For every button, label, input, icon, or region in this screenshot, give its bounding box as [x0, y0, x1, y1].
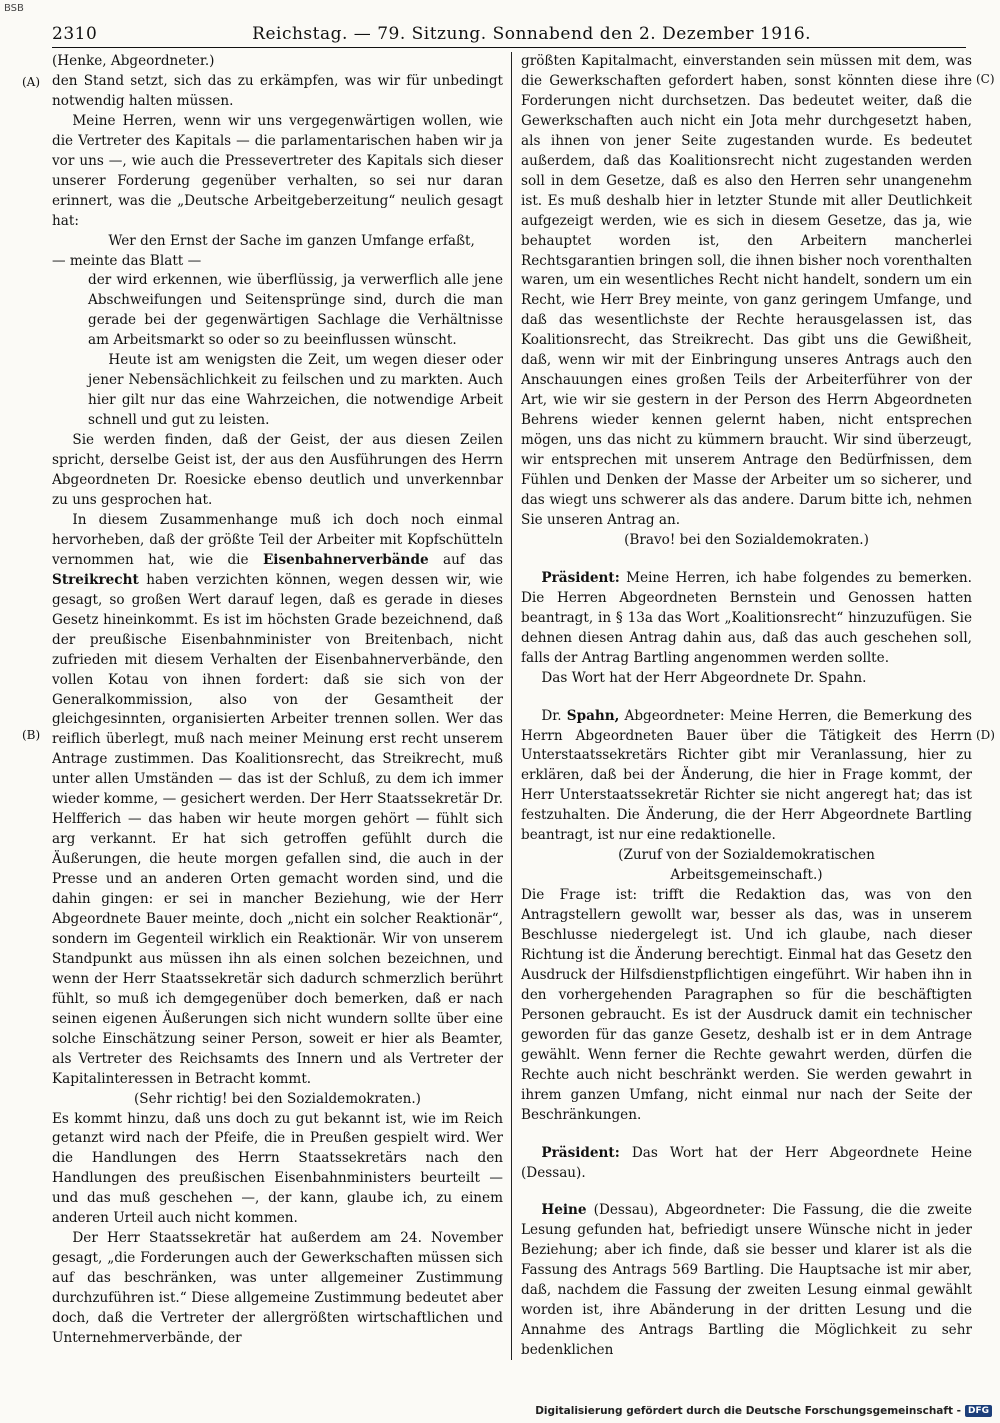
quote-line: der wird erkennen, wie überflüssig, ja verwerflich alle jene Abschweifungen und Seitensprünge sind, durch die man gerade bei der gegenwärtigen Sachlage die Verhältnisse am Arbeitsmarkt so oder so zu beeinflussen wünscht.	[88, 272, 503, 349]
library-stamp: BSB	[4, 3, 24, 14]
text-run: (Dessau), Abgeordneter: Die Fassung, die die zweite Lesung gefunden hat, befriedigt unsere Wünsche nicht in jeder Beziehung; aber ich finde, daß sie besser und klarer ist als die Fassung des Antrags 569 Bartling. Die Hauptsache ist mir aber, daß, nachdem die Fassung der zweiten Lesung einmal gewählt worden ist, ihre Abänderung in der dritten Lesung und die Annahme des Antrags Bartling die Möglichkeit zu sehr bedenklichen	[521, 1202, 972, 1359]
speaker-name: Präsident:	[541, 569, 620, 586]
dfg-logo: DFG	[965, 1405, 992, 1417]
paragraph: Das Wort hat der Herr Abgeordnete Dr. Spahn.	[541, 669, 867, 686]
speaker-name: Präsident:	[541, 1144, 620, 1161]
column-divider	[511, 52, 512, 1360]
speaker-name: Spahn,	[566, 707, 620, 724]
speaker-name: Heine	[541, 1202, 587, 1219]
paragraph: Meine Herren, wenn wir uns vergegenwärtigen wollen, wie die Vertreter des Kapitals — die parlamentarischen haben wir ja vor uns —, wie auch die Pressevertreter des Kapitals sich dieser unserer Forderung gegenüber verhalten, so sei nur daran erinnert, was die „Deutsche Arbeitgeberzeitung“ neulich gesagt hat:	[52, 112, 503, 229]
speech-paragraph	[521, 1144, 972, 1184]
paragraph: Der Herr Staatssekretär hat außerdem am 24. November gesagt, „die Forderungen auch der Gewerkschaften müssen sich auf das beschränken, was unter allgemeiner Zustimmung durchzuführen ist.“ Diese allgemeine Zustimmung bedeutet aber doch, daß die Vertreter der allergrößten wirtschaftlichen und Unternehmerverbände, der	[52, 1230, 503, 1346]
interjection: (Zuruf von der Sozialdemokratischen Arbeitsgemeinschaft.)	[618, 847, 875, 884]
text-run: Dr.	[541, 707, 567, 724]
margin-marker-d: (D)	[976, 728, 995, 742]
text-run: Das Wort hat der Herr Abgeordnete Heine (Dessau).	[521, 1144, 972, 1181]
paragraph: Sie werden finden, daß der Geist, der aus diesen Zeilen spricht, derselbe Geist ist, der aus den Ausführungen des Herrn Abgeordneten Dr. Roesicke ebenso deutlich und unverkennbar zu uns gesprochen hat.	[52, 432, 503, 508]
paragraph	[52, 511, 503, 1090]
text-run: In diesem Zusammenhange muß ich doch noch einmal hervorheben, daß der größte Teil der Arbeiter mit Kopfschütteln vernommen hat, wie die	[52, 511, 503, 568]
footer-text: Digitalisierung gefördert durch die Deutsche Forschungsgemeinschaft -	[535, 1405, 961, 1417]
speech-paragraph	[521, 707, 972, 847]
text-run: Abgeordneter: Meine Herren, die Bemerkung des Herrn Abgeordneten Bauer über die Tätigkeit des Herrn Unterstaatssekretärs Richter gibt mir Veranlassung, hier zu erklären, daß bei der Änderung, die hier in Frage kommt, der Herr Unterstaatssekretär Richter sie nicht angeregt hat; das ist festzuhalten. Die Änderung, die der Herr Abgeordnete Bartling beantragt, ist nur eine redaktionelle.	[521, 707, 972, 844]
paragraph: den Stand setzt, sich das zu erkämpfen, was wir für unbedingt notwendig halten müssen.	[52, 72, 503, 109]
header-title: Reichstag. — 79. Sitzung. Sonnabend den 2. Dezember 1916.	[252, 24, 812, 44]
speech-paragraph	[521, 1201, 972, 1361]
right-column	[521, 52, 972, 1392]
page-header	[52, 14, 966, 48]
emphasis-term: Streikrecht	[52, 571, 139, 588]
paragraph: Die Frage ist: trifft die Redaktion das, was von den Antragstellern gewollt war, besser als das, was in unserem Beschlusse niedergelegt ist. Und ich glaube, nach dieser Richtung ist die Änderung berechtigt. Einmal hat das Gesetz den Ausdruck der Hilfsdienstpflichtigen eingeführt. Wir haben ihn in den vorhergehenden Paragraphen so für die beschäftigten Personen gebraucht. Es ist der Ausdruck damit ein technischer geworden für das ganze Gesetz, deshalb ist er in dem Antrage gewählt. Wenn ferner die Rechte gewahrt werden, dürfen die Rechte auch nicht beschränkt werden. Sie werden gewahrt in ihrem ganzen Umfang, nicht einmal nur nach der Seite der Beschränkungen.	[521, 887, 972, 1123]
interjection: (Sehr richtig! bei den Sozialdemokraten.)	[134, 1090, 421, 1107]
quote-line: Wer den Ernst der Sache im ganzen Umfange erfaßt,	[108, 232, 475, 249]
speech-paragraph	[521, 569, 972, 669]
margin-marker-b: (B)	[22, 728, 41, 742]
emphasis-term: Eisenbahnerverbände	[262, 551, 429, 568]
margin-marker-c: (C)	[976, 72, 995, 86]
paragraph: Es kommt hinzu, daß uns doch zu gut bekannt ist, wie im Reich getanzt wird nach der Pfeife, die in Preußen gespielt wird. Wer die Handlungen des Herrn Staatssekretärs nach den Handlungen des preußischen Eisenbahnministers beurteilt — und das muß geschehen —, der kann, glaube ich, zu einem anderen Urteil auch nicht kommen.	[52, 1110, 503, 1227]
text-run: Meine Herren, ich habe folgendes zu bemerken. Die Herren Abgeordneten Bernstein und Genossen hatten beantragt, in § 13a das Wort „Koalitionsrecht“ hinzuzufügen. Sie dehnen diesen Antrag dahin aus, daß das auch geschehen soll, falls der Antrag Bartling angenommen werden sollte.	[521, 569, 972, 666]
left-column	[52, 52, 503, 1392]
paragraph: größten Kapitalmacht, einverstanden sein müssen mit dem, was die Gewerkschaften gefordert haben, sonst könnten diese ihre Forderungen nicht durchsetzen. Das bedeutet weiter, daß die Gewerkschaften auch nicht ein Jota mehr durchgesetzt haben, als ihnen von jener Seite zugestanden wurde. Es bedeutet außerdem, daß das Koalitionsrecht nicht zugestanden werden soll in dem Gesetze, daß es also den Herren sehr unangenehm ist. Es muß deshalb hier in letzter Stunde mit aller Deutlichkeit aufgezeigt werden, wie es sich in diesem Gesetze, das ja, wie behauptet worden ist, den Arbeitern mancherlei Rechtsgarantien bringen soll, die ihnen bisher noch vorenthalten waren, um ein wesentliches Recht nicht handelt, sondern um ein Recht, wie Herr Brey meinte, von ganz geringem Umfange, und daß das wesentlichste der Rechte herausgelassen ist, das Koalitionsrecht, das Streikrecht. Das gibt uns die Gewißheit, daß, wenn wir mit der Einbringung unseres Antrags auch den Anschauungen eines großen Teils der Arbeiterführer von der Art, wie wir sie gestern in der Person des Herrn Abgeordneten Behrens wieder kennen gelernt haben, nicht entsprechen mögen, uns das nicht zu kümmern braucht. Wir sind überzeugt, wir entsprechen mit unserem Antrage den Bedürfnissen, dem Fühlen und Denken der Masse der Arbeiter um so sicherer, und das wiegt uns schwerer als das andere. Darum bitte ich, nehmen Sie unseren Antrag an.	[521, 53, 972, 528]
speaker-line: (Henke, Abgeordneter.)	[52, 53, 215, 69]
quote-aside: — meinte das Blatt —	[52, 252, 202, 269]
interjection: (Bravo! bei den Sozialdemokraten.)	[624, 531, 869, 548]
margin-marker-a: (A)	[22, 75, 41, 89]
text-run: haben verzichten können, wegen dessen wir, wie gesagt, so großen Wert darauf legen, daß es gerade in dieses Gesetz hineinkommt. Es ist im höchsten Grade bezeichnend, daß der preußische Eisenbahnminister von Breitenbach, nicht zufrieden mit diesem Verhalten der Eisenbahnerverbände, den vollen Kotau von ihnen fordert: daß sie sich von der Generalkommission, also von der Gesamtheit der gleichgesinnten, organisierten Arbeiter trennen sollen. Wer das reiflich überlegt, muß nach meiner Meinung erst recht unserem Antrage zustimmen. Das Koalitionsrecht, das Streikrecht, muß unter allen Umständen — das ist der Schluß, zu dem ich immer wieder komme, — gesichert werden. Der Herr Staatssekretär Dr. Helfferich — das haben wir heute morgen gehört — fühlt sich arg verkannt. Er hat sich getroffen gefühlt durch die Äußerungen, die heute morgen gefallen sind, die auch in der Presse und an anderen Orten gemacht worden sind, und die dahin gingen: er sei in mancher Beziehung, wie der Herr Abgeordnete Bauer meinte, doch „nicht ein solcher Reaktionär“, sondern im Gegenteil wirklich ein Reaktionär. Wir von unserem Standpunkt aus müssen ihn als einen solchen bezeichnen, und wenn der Herr Staatssekretär sich dadurch schmerzlich berührt fühlt, so muß ich demgegenüber doch bemerken, daß er nach seinen eigenen Äußerungen sich nicht wundern sollte über eine solche Einschätzung seiner Person, soweit er hier als Beamter, als Vertreter des Reichsamts des Innern und als Vertreter der Kapitalinteressen in Betracht kommt.	[52, 571, 503, 1087]
text-run: auf das	[428, 551, 503, 568]
footer-credit	[535, 1405, 992, 1417]
page-number: 2310	[52, 24, 98, 44]
quote-line: Heute ist am wenigsten die Zeit, um wegen dieser oder jener Nebensächlichkeit zu feilschen und zu markten. Auch hier gilt nur das eine Wahrzeichen, die notwendige Arbeit schnell und gut zu leisten.	[88, 352, 503, 429]
